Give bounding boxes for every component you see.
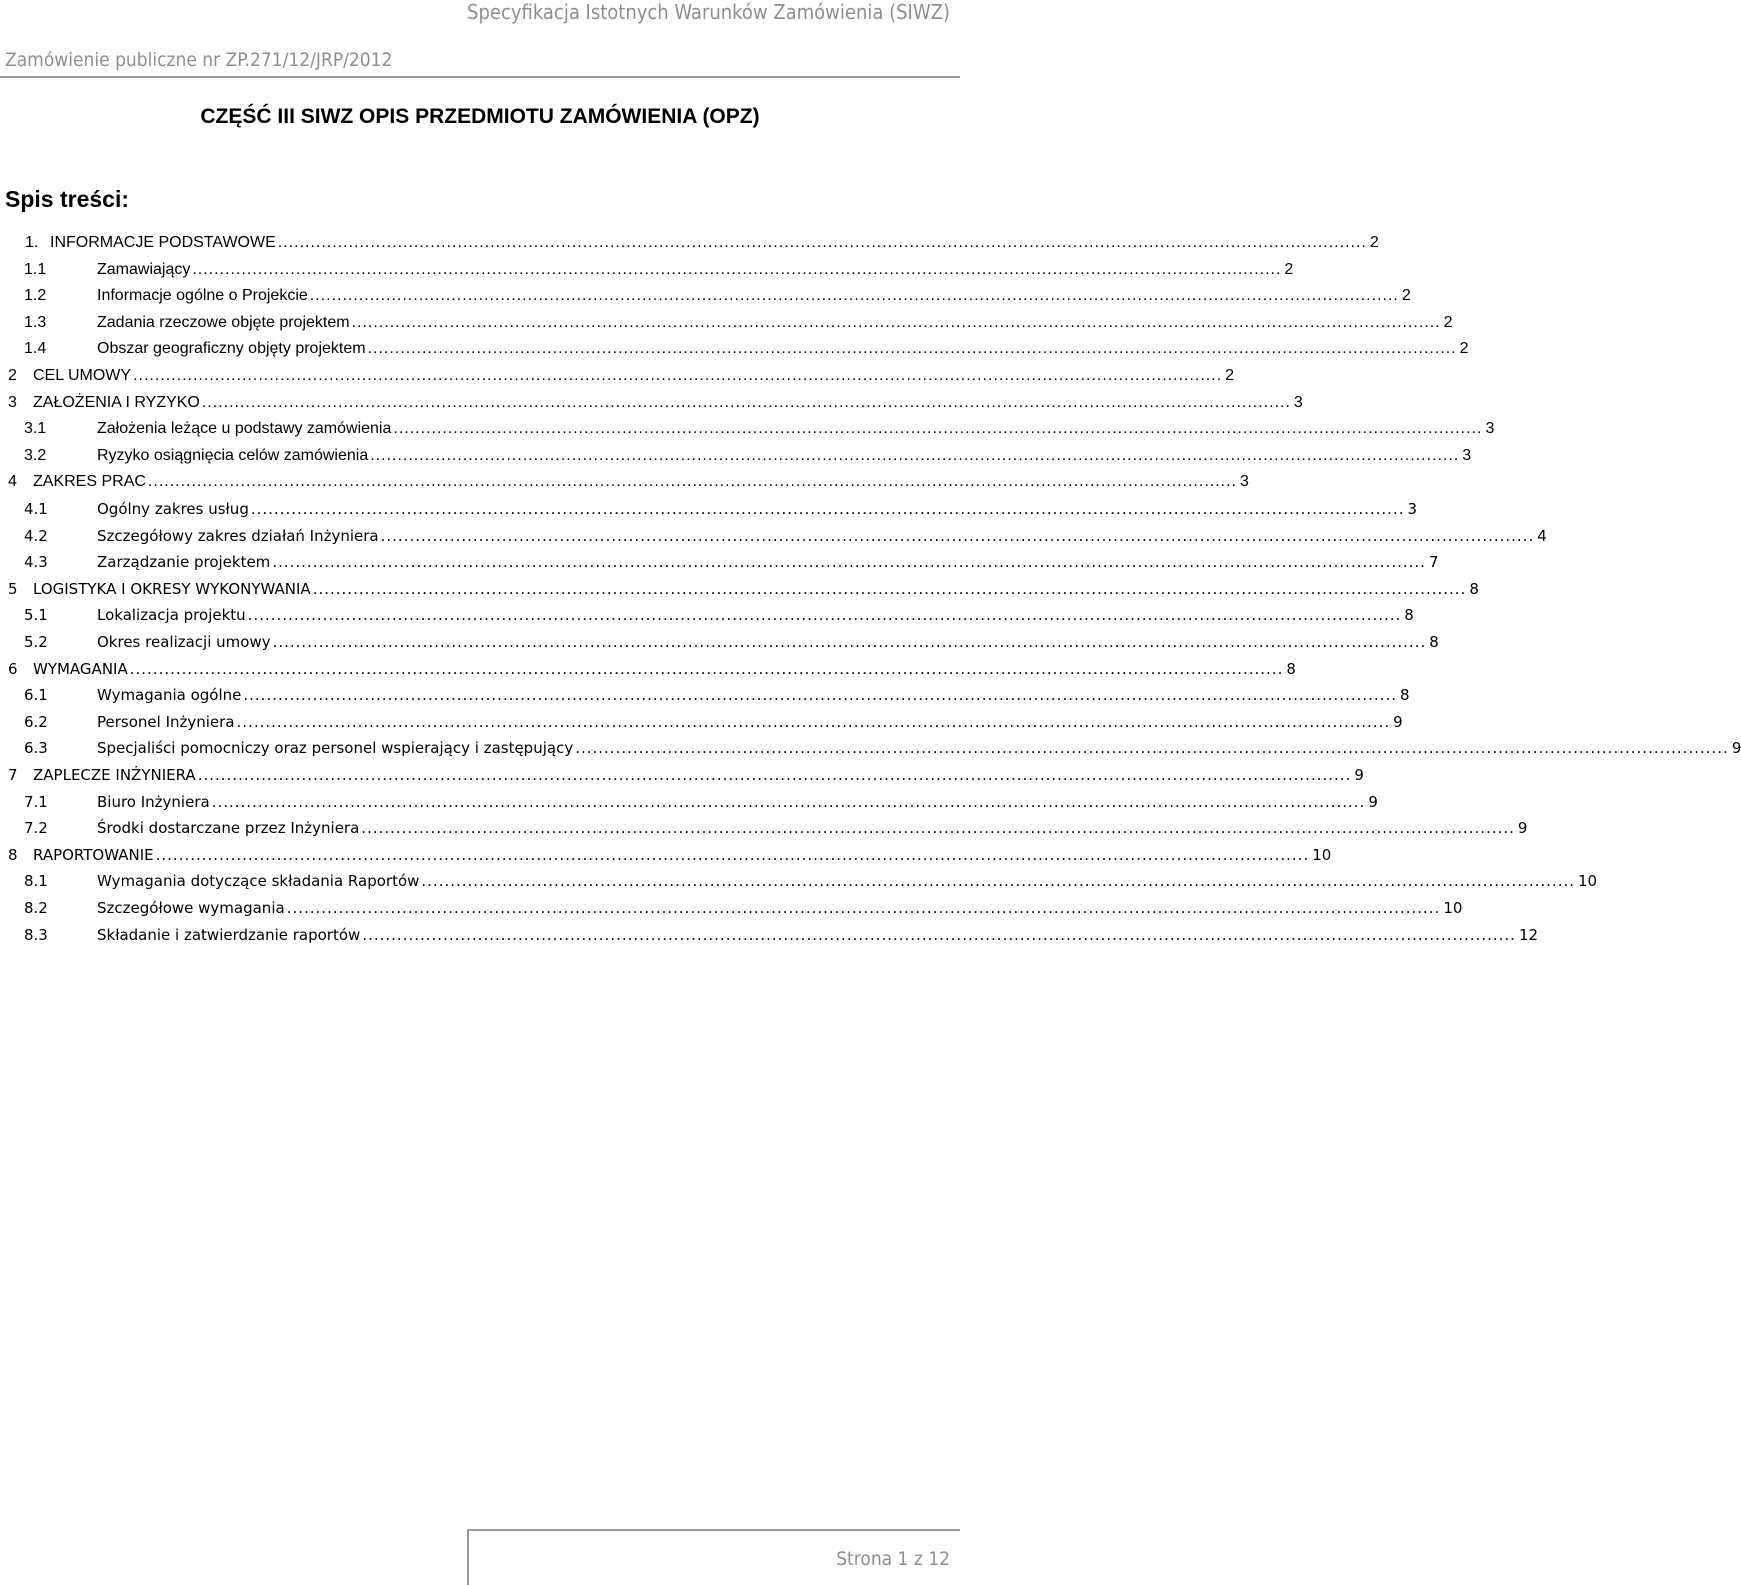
toc-entry-label: Wymagania dotyczące składania Raportów (97, 872, 420, 891)
toc-entry[interactable] (8, 416, 1495, 442)
toc-entry-number: 8.1 (24, 872, 48, 891)
toc-entry-page: 7 (1428, 553, 1439, 572)
toc-leader-dots: ........................................................................................................................................................................................................ (351, 313, 1441, 331)
toc-entry-page: 9 (1368, 792, 1378, 811)
toc-entry-label: Biuro Inżyniera (97, 792, 210, 811)
toc-leader-dots: ........................................................................................................................................................................................................ (129, 659, 1284, 678)
toc-entry-number: 1.2 (24, 287, 47, 305)
toc-entry-page: 9 (1393, 712, 1403, 731)
toc-entry-number: 6 (8, 659, 18, 678)
toc-entry-number: 7.2 (24, 819, 48, 838)
toc-leader-dots: ........................................................................................................................................................................................................ (272, 553, 1426, 572)
toc-entry-number: 4.3 (24, 553, 48, 572)
toc-leader-dots: ........................................................................................................................................................................................................ (272, 633, 1427, 651)
toc-entry-page: 3 (1239, 473, 1249, 491)
toc-entry-label: Zamawiający (97, 260, 191, 278)
toc-entry-number: 1.1 (24, 260, 47, 278)
toc-entry-page: 12 (1518, 925, 1539, 944)
toc-entry[interactable] (8, 443, 1472, 469)
toc-entry-number: 5 (8, 579, 18, 598)
toc-entry-label: Zarządzanie projektem (97, 553, 271, 572)
toc-entry-label: Informacje ogólne o Projekcie (97, 287, 308, 305)
toc-entry-label: ZAKRES PRAC (33, 473, 146, 491)
toc-entry-page: 2 (1225, 367, 1235, 384)
toc-entry-page: 3 (1407, 500, 1418, 518)
toc-entry-page: 4 (1537, 526, 1547, 545)
toc-entry[interactable] (8, 549, 1439, 575)
toc-entry-page: 8 (1404, 606, 1414, 625)
toc-entry-label: Szczegółowe wymagania (97, 899, 285, 917)
toc-entry-number: 1. (25, 234, 39, 251)
toc-leader-dots: ........................................................................................................................................................................................................ (147, 473, 1237, 491)
toc-leader-dots: ........................................................................................................................................................................................................ (197, 766, 1352, 784)
toc-entry-label: Personel Inżyniera (97, 712, 235, 731)
toc-entry-number: 8.3 (24, 925, 48, 944)
toc-entry-number: 4 (8, 473, 17, 491)
toc-entry-label: LOGISTYKA I OKRESY WYKONYWANIA (33, 579, 311, 598)
footer-rule (467, 1529, 960, 1531)
toc-leader-dots: ........................................................................................................................................................................................................ (277, 234, 1367, 251)
toc-entry[interactable] (8, 336, 1469, 362)
toc-entry-number: 7 (8, 766, 18, 784)
toc-leader-dots: ........................................................................................................................................................................................................ (362, 925, 1516, 944)
toc-entry-page: 8 (1469, 579, 1479, 598)
toc-entry-page: 10 (1578, 872, 1598, 891)
toc-entry-label: ZAŁOŻENIA I RYZYKO (33, 393, 200, 411)
toc-leader-dots: ........................................................................................................................................................................................................ (201, 393, 1291, 411)
toc-entry[interactable] (8, 310, 1453, 336)
toc-entry-number: 8 (8, 845, 18, 864)
toc-entry-number: 6.1 (24, 686, 48, 705)
page-header-subtitle: Zamówienie publiczne nr ZP.271/12/JRP/2012 (5, 49, 393, 71)
toc-entry-number: 6.2 (24, 712, 48, 731)
toc-entry-label: Ryzyko osiągnięcia celów zamówienia (97, 446, 369, 464)
toc-entry-label: WYMAGANIA (33, 659, 128, 678)
toc-entry[interactable] (8, 868, 1598, 894)
toc-entry-label: Założenia leżące u podstawy zamówienia (97, 420, 392, 438)
toc-entry-number: 7.1 (24, 792, 48, 811)
toc-entry[interactable] (8, 762, 1364, 788)
toc-entry[interactable] (8, 656, 1296, 682)
toc-entry[interactable] (8, 602, 1414, 628)
toc-entry-number: 5.2 (24, 633, 48, 651)
toc-leader-dots: ........................................................................................................................................................................................................ (286, 899, 1441, 917)
toc-entry-label: Obszar geograficzny objęty projektem (97, 340, 366, 358)
toc-leader-dots: ........................................................................................................................................................................................................ (211, 792, 1366, 811)
toc-leader-dots: ........................................................................................................................................................................................................ (247, 606, 1402, 625)
toc-entry[interactable] (8, 789, 1378, 815)
toc-entry-label: INFORMACJE PODSTAWOWE (50, 234, 276, 251)
toc-leader-dots: ........................................................................................................................................................................................................ (367, 340, 1457, 358)
toc-entry[interactable] (8, 922, 1539, 948)
toc-entry[interactable] (8, 523, 1547, 549)
toc-entry[interactable] (8, 230, 1379, 256)
toc-leader-dots: ........................................................................................................................................................................................................ (380, 526, 1535, 545)
footer-page-number: Strona 1 z 12 (836, 1548, 950, 1570)
toc-entry-number: 4.2 (24, 526, 48, 545)
toc-entry-label: Środki dostarczane przez Inżyniera (97, 819, 360, 838)
toc-entry-label: ZAPLECZE INŻYNIERA (33, 766, 196, 784)
toc-entry-label: Zadania rzeczowe objęte projektem (97, 313, 350, 331)
toc-entry-page: 8 (1429, 633, 1439, 651)
toc-leader-dots: ........................................................................................................................................................................................................ (192, 260, 1282, 278)
toc-entry[interactable] (8, 496, 1418, 522)
toc-entry-page: 3 (1462, 446, 1472, 464)
toc-leader-dots: ........................................................................................................................................................................................................ (370, 446, 1460, 464)
toc-leader-dots: ........................................................................................................................................................................................................ (250, 500, 1405, 518)
toc-leader-dots: ........................................................................................................................................................................................................ (312, 579, 1467, 598)
toc-entry-number: 4.1 (24, 500, 48, 518)
toc-entry-number: 8.2 (24, 899, 48, 917)
toc-entry-number: 5.1 (24, 606, 48, 625)
toc-entry-number: 2 (8, 367, 17, 384)
toc-entry-label: CEL UMOWY (33, 367, 132, 384)
toc-entry-label: RAPORTOWANIE (33, 845, 154, 864)
toc-entry[interactable] (8, 895, 1463, 921)
toc-entry-page: 2 (1401, 287, 1411, 305)
toc-entry[interactable] (8, 469, 1249, 495)
toc-leader-dots: ........................................................................................................................................................................................................ (421, 872, 1576, 891)
toc-entry-page: 3 (1485, 420, 1495, 438)
toc-entry[interactable] (8, 629, 1439, 655)
toc-entry[interactable] (8, 815, 1528, 841)
toc-entry-label: Szczegółowy zakres działań Inżyniera (97, 526, 379, 545)
toc-entry[interactable] (8, 390, 1303, 416)
header-rule (0, 76, 960, 78)
toc-entry-label: Wymagania ogólne (97, 686, 242, 705)
toc-entry-label: Ogólny zakres usług (97, 500, 249, 518)
toc-entry[interactable] (8, 257, 1294, 283)
toc-entry-page: 9 (1517, 819, 1528, 838)
toc-entry[interactable] (8, 576, 1479, 602)
toc-entry-page: 2 (1443, 313, 1453, 331)
toc-entry-page: 3 (1293, 393, 1303, 411)
toc-entry-number: 3.2 (24, 446, 47, 464)
toc-entry-label: Lokalizacja projektu (97, 606, 246, 625)
toc-entry[interactable] (8, 363, 1235, 389)
toc-entry-label: Składanie i zatwierdzanie raportów (97, 925, 361, 944)
toc-entry-page: 9 (1354, 766, 1364, 784)
toc-leader-dots: ........................................................................................................................................................................................................ (361, 819, 1515, 838)
toc-entry-page: 2 (1284, 260, 1294, 278)
toc-leader-dots: ........................................................................................................................................................................................................ (575, 739, 1729, 758)
toc-leader-dots: ........................................................................................................................................................................................................ (393, 420, 1483, 438)
toc-entry[interactable] (8, 842, 1332, 868)
page-header-title: Specyfikacja Istotnych Warunków Zamówienia (SIWZ) (467, 0, 950, 24)
part-title: CZĘŚĆ III SIWZ OPIS PRZEDMIOTU ZAMÓWIENIA (OPZ) (200, 105, 760, 128)
toc-heading: Spis treści: (5, 186, 129, 212)
toc-entry[interactable] (8, 735, 1741, 761)
footer-rule-vertical (467, 1529, 469, 1585)
toc-entry-page: 10 (1443, 899, 1463, 917)
toc-entry-page: 8 (1286, 659, 1296, 678)
toc-leader-dots: ........................................................................................................................................................................................................ (155, 845, 1310, 864)
toc-entry-number: 1.3 (24, 313, 47, 331)
toc-leader-dots: ........................................................................................................................................................................................................ (243, 686, 1397, 705)
toc-entry-label: Okres realizacji umowy (97, 633, 271, 651)
toc-leader-dots: ........................................................................................................................................................................................................ (309, 287, 1399, 305)
toc-entry-page: 9 (1731, 739, 1741, 758)
toc-entry-label: Specjaliści pomocniczy oraz personel wspierający i zastępujący (97, 739, 574, 758)
toc-entry-number: 1.4 (24, 340, 47, 358)
toc-entry[interactable] (8, 709, 1403, 735)
toc-entry-page: 10 (1312, 845, 1332, 864)
toc-entry-number: 6.3 (24, 739, 48, 758)
toc-entry-page: 8 (1400, 686, 1410, 705)
toc-leader-dots: ........................................................................................................................................................................................................ (133, 367, 1223, 384)
toc-entry-page: 2 (1459, 340, 1469, 358)
toc-entry-number: 3.1 (24, 420, 47, 438)
toc-entry-number: 3 (8, 393, 17, 411)
toc-entry-page: 2 (1369, 234, 1379, 251)
toc-entry[interactable] (8, 283, 1411, 309)
toc-leader-dots: ........................................................................................................................................................................................................ (236, 712, 1391, 731)
toc-entry[interactable] (8, 682, 1410, 708)
